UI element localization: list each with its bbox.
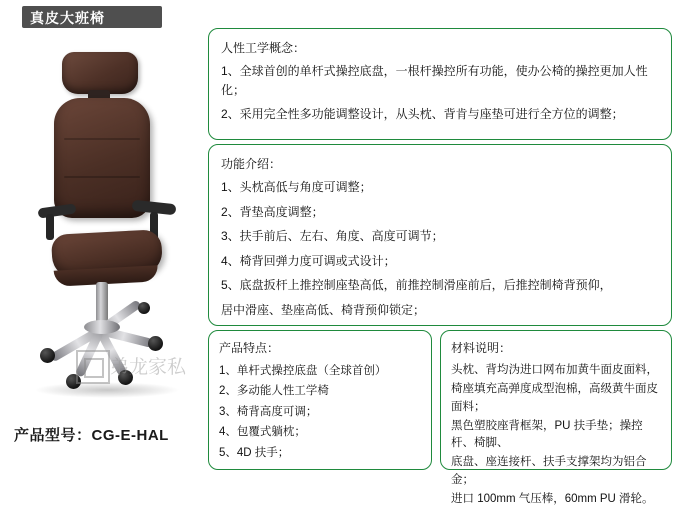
chair-headrest: [62, 52, 138, 94]
panel-features-line: 4、包覆式躺枕；: [219, 426, 306, 439]
panel-materials-line: 黑色塑胶座背框架，PU 扶手垫；操控杆、椅脚、: [451, 419, 643, 449]
watermark-logo-icon: [76, 350, 110, 384]
chair-backrest-seam: [64, 138, 140, 140]
chair-caster: [40, 348, 55, 363]
chair-gas-cylinder: [96, 282, 108, 324]
panel-materials-heading: 材料说明：: [451, 341, 512, 355]
panel-functions: [208, 144, 672, 326]
panel-functions-line: 5、底盘扳杆上推控制座垫高低，前推控制滑座前后，后推控制椅背预仰，: [221, 278, 612, 293]
panel-materials: [440, 330, 672, 505]
watermark-text: 弟龙家私: [110, 356, 187, 378]
product-model: [14, 424, 169, 445]
product-title-bar: [22, 6, 162, 28]
panel-functions-heading: 功能介绍：: [221, 157, 282, 171]
product-model-label: 产品型号：: [14, 427, 92, 444]
panel-ergonomics-line: 2、采用完全性多功能调整设计，从头枕、背肯与座垫可进行全方位的调整；: [221, 107, 624, 122]
panel-functions-line: 居中滑座、垫座高低、椅背预仰锁定；: [221, 302, 426, 317]
chair-caster: [138, 302, 150, 314]
product-model-value: CG-E-HAL: [91, 427, 169, 444]
panel-ergonomics-heading: 人性工学概念：: [221, 41, 306, 55]
panel-features-line: 1、单杆式操控底盘（全球首创）: [219, 365, 387, 377]
chair-armrest-left-post: [46, 214, 54, 240]
panel-features-heading: 产品特点：: [219, 341, 280, 355]
panel-materials-line: 头枕、背均沩进口网布加黄牛面皮面料，: [451, 364, 658, 376]
panel-functions-line: 2、背垫高度调整；: [221, 204, 324, 219]
panel-ergonomics: [208, 28, 672, 140]
panel-features-line: 5、4D 扶手；: [219, 446, 290, 459]
chair-backrest-seam: [64, 176, 140, 178]
panel-functions-line: 1、头枕高低与角度可调整；: [221, 180, 372, 194]
panel-ergonomics-line: 1、全球首创的单杆式操控底盘，一根杆操控所有功能，使办公椅的操控更加人性化；: [221, 64, 648, 97]
panel-features: [208, 330, 432, 470]
watermark-logo-inner-icon: [84, 358, 104, 378]
panel-features-line: 2、多动能人性工学椅: [219, 385, 329, 398]
brand-watermark: [76, 346, 198, 388]
panel-materials-line: 进口 100mm 气压棒，60mm PU 滑轮。: [451, 492, 654, 505]
product-image-column: [0, 0, 204, 472]
panel-features-line: 3、椅背高度可调；: [219, 405, 318, 418]
panel-functions-line: 3、扶手前后、左右、角度、高度可调节；: [221, 229, 444, 244]
panel-materials-line: 底盘、座连接杆、扶手支撑架均为铝合金；: [451, 456, 647, 486]
panel-materials-line: 椅座填充高弹度成型泡棉，高级黄牛面皮面料；: [451, 383, 658, 413]
page-title: 真皮大班椅: [30, 10, 105, 26]
chair-base-hub: [84, 320, 120, 334]
panel-functions-line: 4、椅背回弹力度可调或式设计；: [221, 253, 396, 268]
